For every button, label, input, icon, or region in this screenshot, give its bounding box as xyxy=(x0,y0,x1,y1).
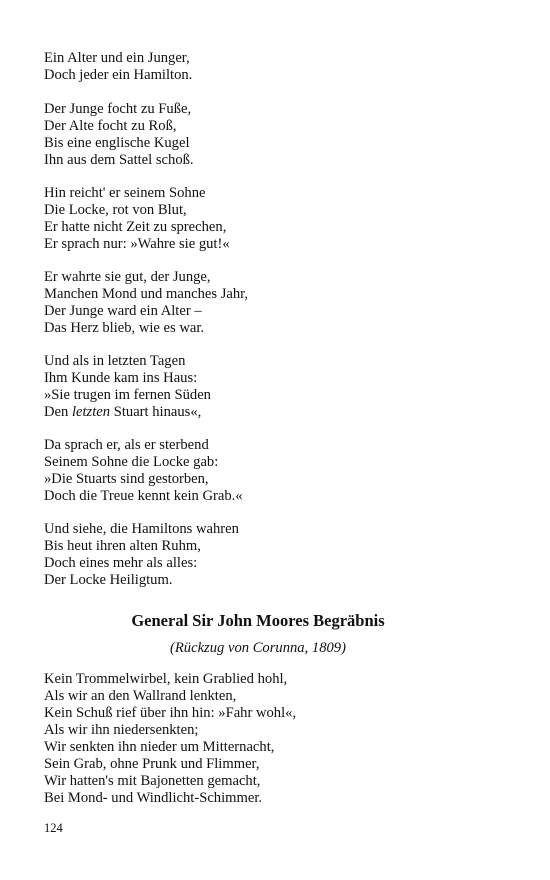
poem-title: General Sir John Moores Begräbnis xyxy=(131,611,385,630)
poem-line: Bis eine englische Kugel xyxy=(44,135,190,151)
poem-line: Als wir an den Wallrand lenkten, xyxy=(44,688,237,704)
poem-line: Wir senkten ihn nieder um Mitternacht, xyxy=(44,739,275,755)
poem-line: Bei Mond- und Windlicht-Schimmer. xyxy=(44,790,263,806)
emphasized-word: letzten xyxy=(71,404,111,420)
poem-line: Wir hatten's mit Bajonetten gemacht, xyxy=(44,773,261,789)
page-number: 124 xyxy=(44,821,63,835)
line-text: Stuart hinaus«, xyxy=(110,404,202,420)
poem-line: Ihm Kunde kam ins Haus: xyxy=(44,370,198,386)
poem-line: Bis heut ihren alten Ruhm, xyxy=(44,538,201,554)
poem-line: Manchen Mond und manches Jahr, xyxy=(44,286,249,302)
stanza xyxy=(44,521,514,589)
poem-line: Als wir ihn niedersenkten; xyxy=(44,722,199,738)
poem-line: Kein Schuß rief über ihn hin: »Fahr wohl«, xyxy=(44,705,297,721)
stanza xyxy=(44,50,514,84)
poem-line: Der Alte focht zu Roß, xyxy=(44,118,177,134)
poem-subtitle: (Rückzug von Corunna, 1809) xyxy=(170,640,346,656)
poem-line: Hin reicht' er seinem Sohne xyxy=(44,185,206,201)
poem-line: Doch die Treue kennt kein Grab.« xyxy=(44,488,243,504)
poem-line: Er sprach nur: »Wahre sie gut!« xyxy=(44,236,230,252)
poem-line-with-emphasis xyxy=(44,404,514,421)
poem-line: Er wahrte sie gut, der Junge, xyxy=(44,269,211,285)
poem-line: »Die Stuarts sind gestorben, xyxy=(44,471,209,487)
line-text: Den xyxy=(44,404,72,420)
stanza xyxy=(44,671,514,807)
poem-line: Kein Trommelwirbel, kein Grablied hohl, xyxy=(44,671,288,687)
poem-line: Doch eines mehr als alles: xyxy=(44,555,198,571)
poem-line: Ein Alter und ein Junger, xyxy=(44,50,190,66)
poem-line: Da sprach er, als er sterbend xyxy=(44,437,209,453)
poem-line: »Sie trugen im fernen Süden xyxy=(44,387,211,403)
poem-line: Doch jeder ein Hamilton. xyxy=(44,67,193,83)
poem-line: Und als in letzten Tagen xyxy=(44,353,186,369)
poem-line: Das Herz blieb, wie es war. xyxy=(44,320,205,336)
poem-line: Ihn aus dem Sattel schoß. xyxy=(44,152,194,168)
poem-line: Der Junge focht zu Fuße, xyxy=(44,101,192,117)
stanza xyxy=(44,437,514,505)
stanza xyxy=(44,101,514,169)
poem-line: Sein Grab, ohne Prunk und Flimmer, xyxy=(44,756,260,772)
poem-line: Und siehe, die Hamiltons wahren xyxy=(44,521,239,537)
stanza xyxy=(44,269,514,337)
stanza xyxy=(44,353,514,421)
poem-line: Seinem Sohne die Locke gab: xyxy=(44,454,219,470)
stanza xyxy=(44,185,514,253)
poem-line: Der Junge ward ein Alter – xyxy=(44,303,202,319)
poem-line: Die Locke, rot von Blut, xyxy=(44,202,187,218)
poem-line: Der Locke Heiligtum. xyxy=(44,572,173,588)
poem-line: Er hatte nicht Zeit zu sprechen, xyxy=(44,219,227,235)
